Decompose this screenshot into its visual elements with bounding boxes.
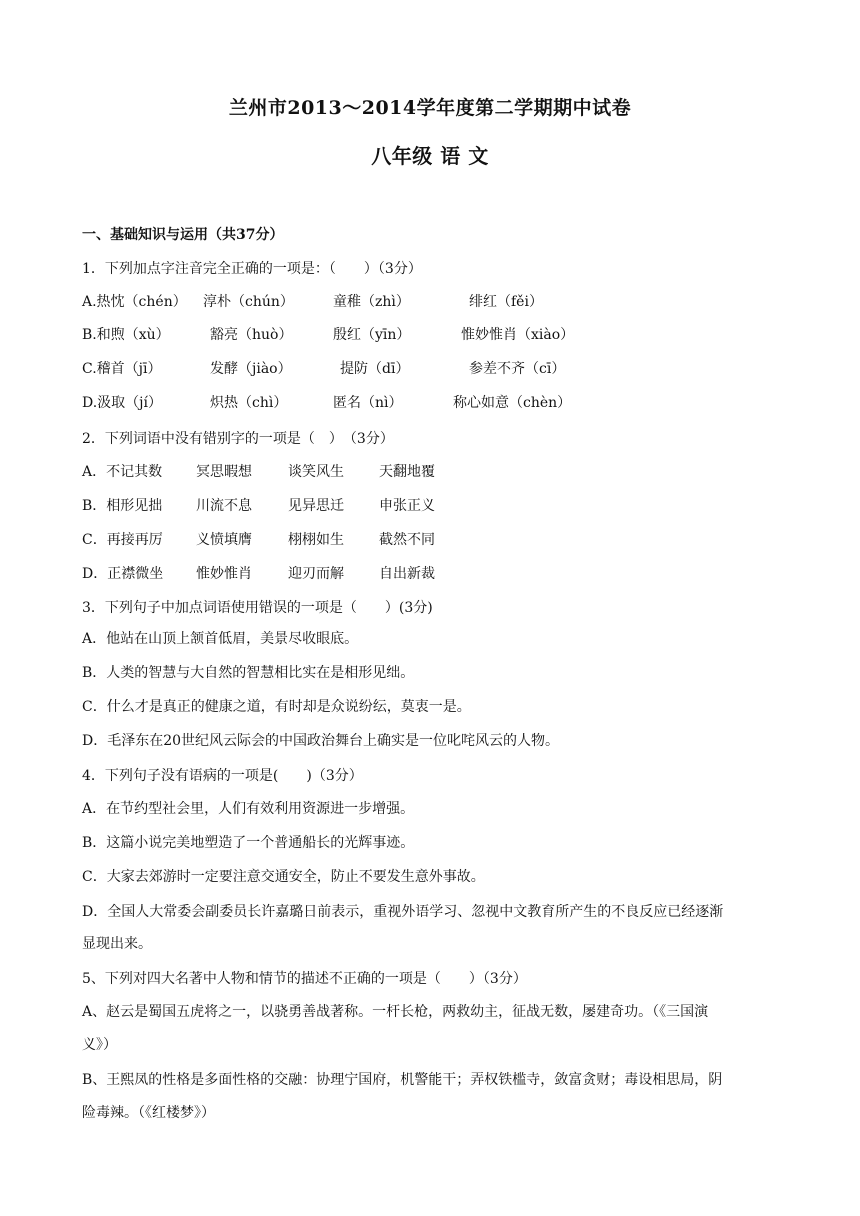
q1-option-b-4: 惟妙惟肖（xiào） [461, 327, 575, 343]
q2-option-c-2: 义愤填膺 [196, 532, 252, 548]
q3-option-a: A．他站在山顶上颔首低眉，美景尽收眼底。 [82, 631, 359, 647]
q1-option-c-3: 提防（dī） [340, 361, 410, 377]
q1-option-b-2: 豁亮（huò） [210, 327, 293, 343]
q4-option-a: A．在节约型社会里，人们有效利用资源进一步增强。 [82, 801, 415, 817]
q1-option-d-3: 匿名（nì） [333, 395, 403, 411]
q2-option-a-3: 谈笑风生 [288, 464, 344, 480]
q2-option-c-1: C．再接再厉 [82, 532, 163, 548]
q1-option-a-2: 淳朴（chún） [203, 294, 294, 310]
q5-option-b-line2: 险毒辣。（《红楼梦》） [82, 1105, 215, 1121]
q1-option-c-2: 发酵（jiào） [210, 361, 292, 377]
exam-subtitle: 八年级 语 文 [371, 144, 489, 168]
q4-option-d-line1: D．全国人大常委会副委员长许嘉璐日前表示，重视外语学习、忽视中文教育所产生的不良反应已经逐渐 [82, 904, 724, 920]
q2-option-b-4: 申张正义 [379, 498, 435, 514]
q2-option-b-3: 见异思迁 [288, 498, 344, 514]
q5-option-b-line1: B、王熙凤的性格是多面性格的交融：协理宁国府，机警能干；弄权铁槛寺，敛富贪财；毒设相思局，阴 [82, 1072, 723, 1088]
q4-option-d-line2: 显现出来。 [82, 936, 152, 952]
question-2-stem: 2．下列词语中没有错别字的一项是（ ） （3分） [82, 431, 394, 447]
q1-option-a-4: 绯红（fěi） [469, 294, 543, 310]
section-heading: 一、基础知识与运用（共37分） [82, 227, 284, 243]
q2-option-a-4: 天翻地覆 [379, 464, 435, 480]
q1-option-d-2: 炽热（chì） [210, 395, 288, 411]
question-4-stem: 4．下列句子没有语病的一项是( )（3分） [82, 768, 363, 784]
q1-option-d-4: 称心如意（chèn） [453, 395, 572, 411]
q2-option-d-1: D．正襟微坐 [82, 566, 164, 582]
q1-option-c-4: 参差不齐（cī） [469, 361, 566, 377]
q3-option-d: D．毛泽东在20世纪风云际会的中国政治舞台上确实是一位叱咤风云的人物。 [82, 733, 560, 749]
q2-option-d-4: 自出新裁 [379, 566, 435, 582]
question-3-stem: 3．下列句子中加点词语使用错误的一项是（ ）(3分) [82, 600, 433, 616]
exam-title: 兰州市2013～2014学年度第二学期期中试卷 [228, 97, 632, 119]
question-5-stem: 5、下列对四大名著中人物和情节的描述不正确的一项是（ ）（3分） [82, 971, 527, 987]
q2-option-a-2: 冥思暇想 [196, 464, 252, 480]
q1-option-b-1: B.和煦（xù） [82, 327, 170, 343]
question-1-stem: 1．下列加点字注音完全正确的一项是：（ ）（3分） [82, 261, 422, 277]
q1-option-c-1: C.稽首（jī） [82, 361, 162, 377]
q1-option-b-3: 殷红（yīn） [333, 327, 411, 343]
q2-option-c-4: 截然不同 [379, 532, 435, 548]
q1-option-d-1: D.汲取（jí） [82, 395, 162, 411]
q3-option-c: C．什么才是真正的健康之道，有时却是众说纷纭，莫衷一是。 [82, 699, 471, 715]
q5-option-a-line1: A、赵云是蜀国五虎将之一，以骁勇善战著称。一杆长枪，两救幼主，征战无数，屡建奇功。（《三国演 [82, 1004, 709, 1020]
q3-option-b: B．人类的智慧与大自然的智慧相比实在是相形见绌。 [82, 665, 415, 681]
q2-option-c-3: 栩栩如生 [288, 532, 344, 548]
q5-option-a-line2: 义》） [82, 1037, 117, 1053]
q4-option-c: C．大家去郊游时一定要注意交通安全，防止不要发生意外事故。 [82, 869, 485, 885]
q1-option-a-3: 童稚（zhì） [333, 294, 410, 310]
q2-option-d-2: 惟妙惟肖 [196, 566, 252, 582]
q2-option-a-1: A．不记其数 [82, 464, 163, 480]
q2-option-d-3: 迎刃而解 [288, 566, 344, 582]
q4-option-b: B．这篇小说完美地塑造了一个普通船长的光辉事迹。 [82, 835, 415, 851]
q1-option-a-1: A.热忱（chén） [82, 294, 187, 310]
q2-option-b-1: B．相形见拙 [82, 498, 163, 514]
q2-option-b-2: 川流不息 [196, 498, 252, 514]
